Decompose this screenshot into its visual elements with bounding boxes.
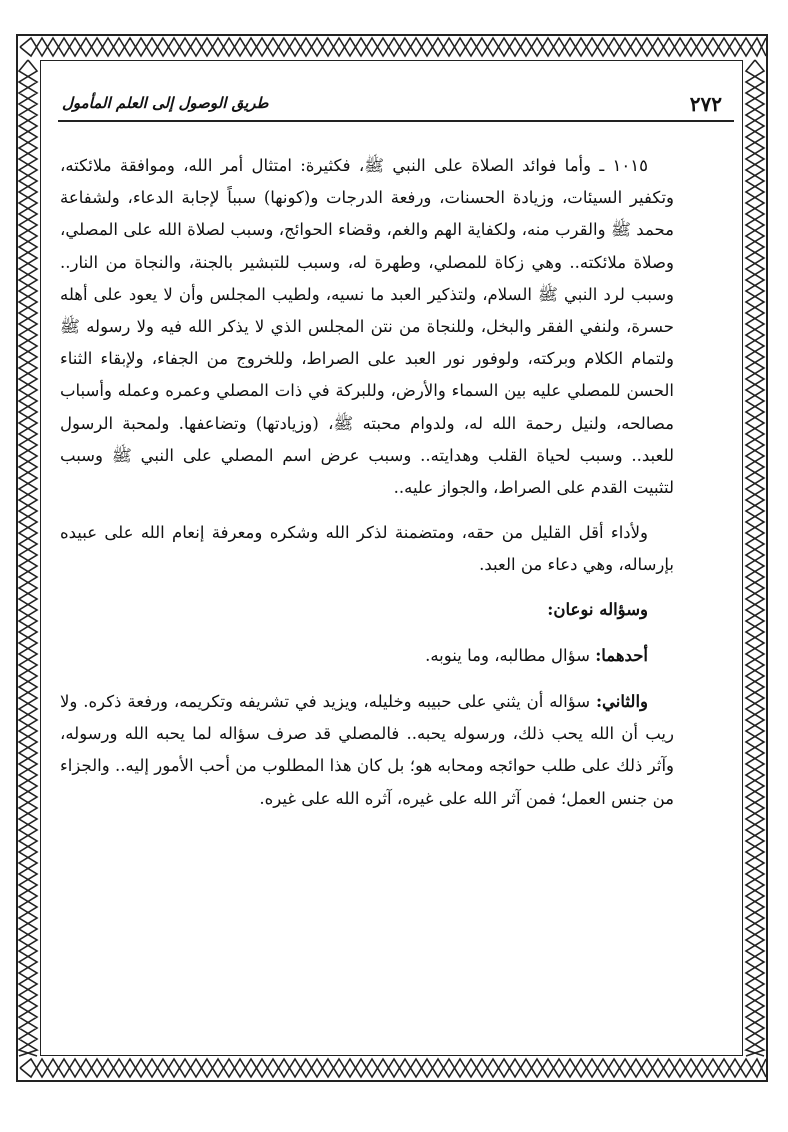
page-body: [60, 150, 674, 815]
first-kind-text: سؤال مطالبه، وما ينوبه.: [425, 645, 596, 665]
second-kind-text: سؤاله أن يثني على حبيبه وخليله، ويزيد في تشريفه وتكريمه، ورفعة ذكره. ولا ريب أن الله يحب ذلك، ورسوله يحبه.. فالمصلي قد صرف سؤاله لما يحبه الله ورسوله، وآثر ذلك على طلب حوائجه ومحابه هو؛ بل كان هذا المطلوب من أحب الأمور إليه.. والجزاء من جنس العمل؛ فمن آثر الله على غيره، آثره الله على غيره.: [60, 692, 674, 808]
first-kind-lead: أحدهما:: [595, 645, 648, 665]
paragraph-benefits: ١٠١٥ ـ وأما فوائد الصلاة على النبي ﷺ، فكثيرة: امتثال أمر الله، وموافقة ملائكته، وتكفير السيئات، وزيادة الحسنات، ورفعة الدرجات و(كونها) سبباً لإجابة الدعاء، ولشفاعة محمد ﷺ والقرب منه، ولكفاية الهم والغم، وقضاء الحوائج، وسبب لصلاة الله على المصلي، وصلاة ملائكته.. وهي زكاة للمصلي، وطهرة له، وسبب للتبشير بالجنة، والنجاة من النار.. وسبب لرد النبي ﷺ السلام، ولتذكير العبد ما نسيه، ولطيب المجلس وأن لا يعود على أهله حسرة، ولنفي الفقر والبخل، وللنجاة من نتن المجلس الذي لا يذكر الله فيه ولا رسوله ﷺ ولتمام الكلام وبركته، ولوفور نور العبد على الصراط، وللخروج من الجفاء، ولإبقاء الثناء الحسن للمصلي عليه بين السماء والأرض، وللبركة في ذات المصلي وعمره وعمله وأسباب مصالحه، ولنيل رحمة الله له، ولدوام محبته ﷺ، (وزيادتها) وتضاعفها. ولمحبة الرسول للعبد.. وسبب لحياة القلب وهدايته.. وسبب عرض اسم المصلي على النبي ﷺ وسبب لتثبيت القدم على الصراط، والجواز عليه..: [60, 156, 674, 498]
paragraph-two-kinds: وسؤاله نوعان:: [547, 599, 648, 619]
header-rule: [58, 120, 734, 122]
running-title: طريق الوصول إلى العلم المأمول: [62, 94, 269, 112]
paragraph-fulfilment: ولأداء أقل القليل من حقه، ومتضمنة لذكر الله وشكره ومعرفة إنعام الله على عبيده بإرساله، وهي دعاء من العبد.: [60, 523, 674, 575]
page-header: [58, 92, 730, 122]
paragraph-first-kind: [60, 640, 674, 672]
paragraph-second-kind: [60, 686, 674, 815]
second-kind-lead: والثاني:: [595, 692, 648, 712]
page-number: ٢٧٢: [689, 92, 722, 116]
